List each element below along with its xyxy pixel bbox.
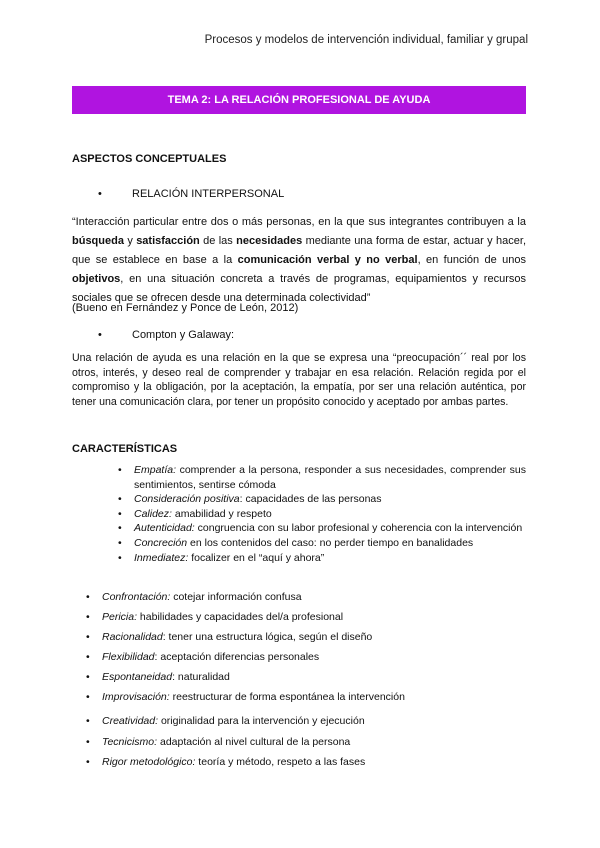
- inner-characteristics-list: [118, 463, 526, 565]
- list-item: • Tecnicismo: adaptación al nivel cultural de la persona: [86, 732, 526, 752]
- running-header: Procesos y modelos de intervención individual, familiar y grupal: [204, 34, 528, 46]
- section-title-aspectos: ASPECTOS CONCEPTUALES: [72, 153, 227, 165]
- chapter-title: TEMA 2: LA RELACIÓN PROFESIONAL DE AYUDA: [167, 94, 431, 106]
- bullet-relacion-interpersonal: [98, 188, 284, 200]
- chapter-banner: [72, 86, 526, 114]
- bullet-compton-galaway: [98, 329, 234, 341]
- bullet-icon: •: [98, 188, 102, 200]
- citation: (Bueno en Fernández y Ponce de León, 2012): [72, 302, 299, 314]
- list-item: • Concreción en los contenidos del caso: no perder tiempo en banalidades: [118, 536, 526, 551]
- list-item: • Improvisación: reestructurar de forma espontánea la intervención: [86, 687, 526, 711]
- bullet-label: Compton y Galaway:: [132, 329, 235, 341]
- list-item: • Autenticidad: congruencia con su labor profesional y coherencia con la intervención: [118, 521, 526, 536]
- section-title-caracteristicas: CARACTERÍSTICAS: [72, 443, 178, 455]
- list-item: • Confrontación: cotejar información confusa: [86, 587, 526, 607]
- list-item: • Flexibilidad: aceptación diferencias personales: [86, 647, 526, 667]
- list-item: • Empatía: comprender a la persona, responder a sus necesidades, comprender sus sentimientos, sentirse cómoda: [118, 463, 526, 492]
- bullet-icon: •: [98, 329, 102, 341]
- outer-characteristics-list: [86, 587, 526, 772]
- list-item: • Pericia: habilidades y capacidades del/a profesional: [86, 607, 526, 627]
- list-item: • Rigor metodológico: teoría y método, respeto a las fases: [86, 752, 526, 772]
- bullet-label: RELACIÓN INTERPERSONAL: [132, 188, 285, 200]
- list-item: • Espontaneidad: naturalidad: [86, 667, 526, 687]
- list-item: • Creatividad: originalidad para la intervención y ejecución: [86, 711, 526, 731]
- definition-paragraph: Una relación de ayuda es una relación en la que se expresa una “preocupación´´ real por los otros, interés, y deseo real de comprender y trabajar en esa relación. Relación regida por el compromiso y la obligación, por la aceptación, la empatía, por ser una relación auténtica, por tener una comunicación clara, por tener un propósito conocido y aceptado por ambas partes.: [72, 352, 526, 408]
- list-item: • Inmediatez: focalizer en el “aquí y ahora”: [118, 551, 526, 566]
- definition-quote: “Interacción particular entre dos o más personas, en la que sus integrantes contribuyen a la búsqueda y satisfacción de las necesidades mediante una forma de estar, actuar y hacer, que se establece en base a la comunicación verbal y no verbal, en función de unos objetivos, en una situación concreta a través de programas, equipamientos y recursos sociales que se ofrecen desde una determinada colectividad”: [72, 216, 527, 304]
- list-item: • Consideración positiva: capacidades de las personas: [118, 492, 526, 507]
- list-item: • Calidez: amabilidad y respeto: [118, 507, 526, 522]
- list-item: • Racionalidad: tener una estructura lógica, según el diseño: [86, 627, 526, 647]
